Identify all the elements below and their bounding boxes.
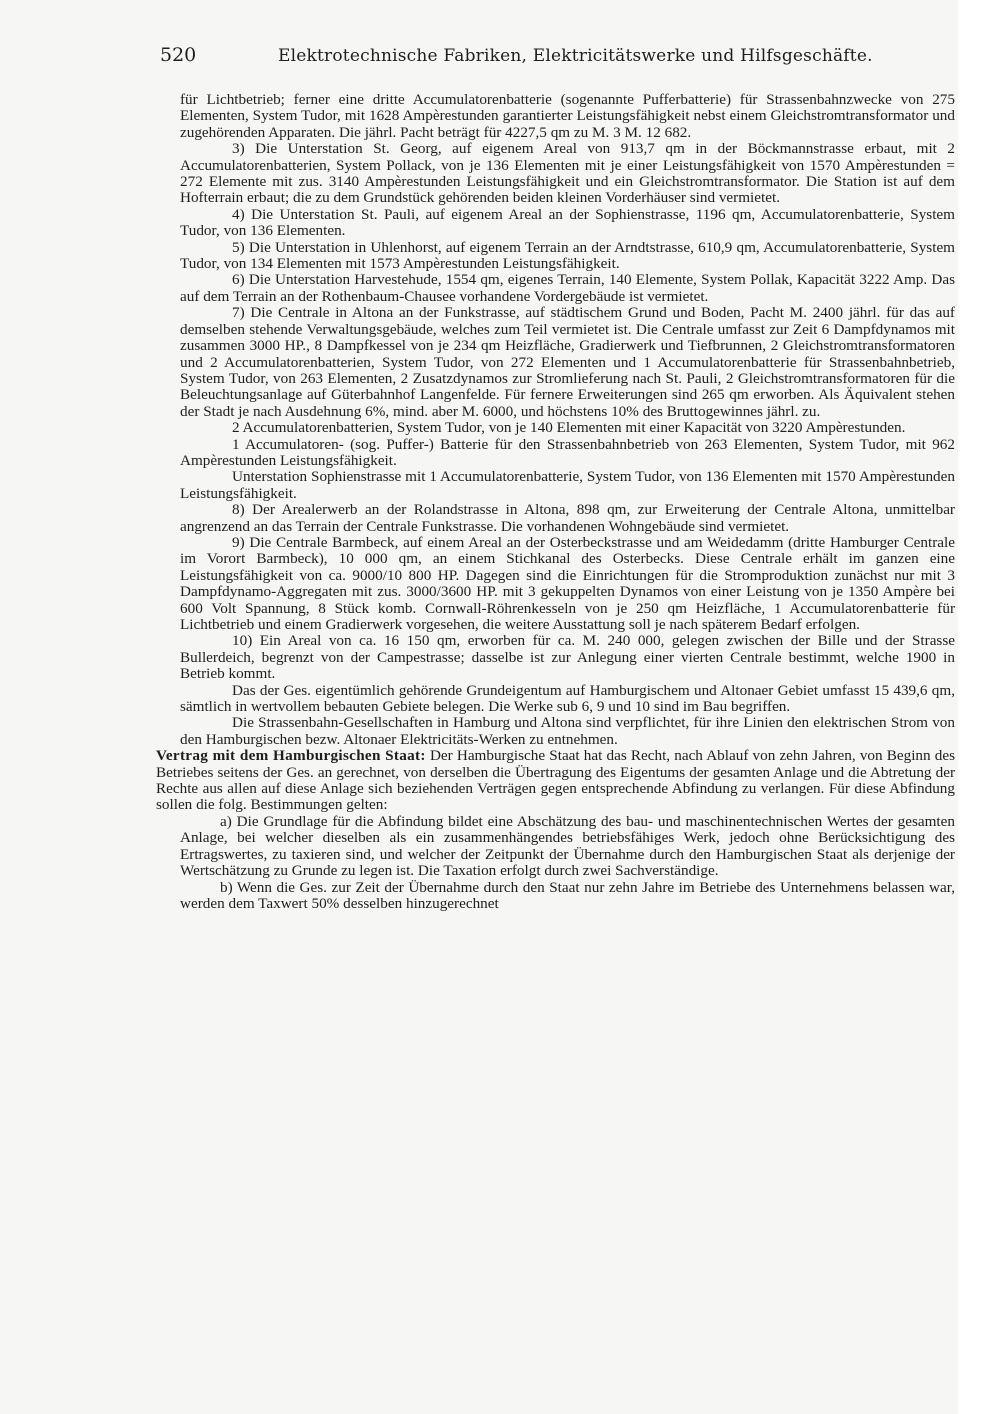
paragraph: 5) Die Unterstation in Uhlenhorst, auf eigenem Terrain an der Arndtstrasse, 610,9 qm, Accumulatorenbatterie, System Tudor, von 134 Elementen mit 1573 Ampèrestunden Leistungsfähigkeit. <box>180 238 955 273</box>
contract-text: Der Hamburgische Staat hat das Recht, nach Ablauf von zehn Jahren, von Beginn des Betriebes seitens der Ges. an gerechnet, von derselben die Übertragung des Eigentums der gesamten Anlage und die Abtretung der Rechte aus allen auf diese Anlage sich beziehenden Verträgen gegen entsprechende Abfindung zu verlangen. Für diese Abfindung sollen die folg. Bestimmungen gelten: <box>156 747 956 814</box>
paragraph: 9) Die Centrale Barmbeck, auf einem Areal an der Osterbeckstrasse und am Weidedamm (dritte Hamburger Centrale im Vorort Barmbeck), 10 000 qm, an einem Stichkanal des Osterbecks. Diese Centrale erhält im ganzen eine Leistungsfähigkeit von ca. 9000/10 800 HP. Dagegen sind die Einrichtungen für die Stromproduktion zunächst nur mit 3 Dampfdynamo-Aggregaten mit zus. 3000/3600 HP. mit 3 gekuppelten Dynamos von einer Leistung von je 1350 Ampère bei 600 Volt Spannung, 8 Stück komb. Cornwall-Röhrenkesseln von je 250 qm Heizfläche, 1 Accumulatorenbatterie für Lichtbetrieb und einem Gradierwerk vorgesehen, die weitere Ausstattung soll je nach späterem Bedarf erfolgen. <box>180 533 955 633</box>
paragraph: 6) Die Unterstation Harvestehude, 1554 qm, eigenes Terrain, 140 Elemente, System Pollak, Kapacität 3222 Amp. Das auf dem Terrain an der Rothenbaum-Chausee vorhandene Vordergebäude ist vermietet. <box>180 271 955 305</box>
running-title: Elektrotechnische Fabriken, Elektricitätswerke und Hilfsgeschäfte. <box>278 46 873 66</box>
paragraph: 2 Accumulatorenbatterien, System Tudor, von je 140 Elementen mit einer Kapacität von 3220 Ampèrestunden. <box>232 419 906 437</box>
paragraph: Unterstation Sophienstrasse mit 1 Accumulatorenbatterie, System Tudor, von 136 Elementen mit 1570 Ampèrestunden Leistungsfähigkeit. <box>180 468 955 502</box>
page-body <box>156 91 956 912</box>
paragraph: 4) Die Unterstation St. Pauli, auf eigenem Areal an der Sophienstrasse, 1196 qm, Accumulatorenbatterie, System Tudor, von 136 Elementen. <box>180 205 955 240</box>
contract-item: b) Wenn die Ges. zur Zeit der Übernahme durch den Staat nur zehn Jahre im Betriebe des Unternehmens belassen war, werden dem Taxwert 50% desselben hinzugerechnet <box>180 878 955 912</box>
contract-section <box>156 748 955 814</box>
page-margin-edge <box>958 0 1000 1414</box>
contract-item: a) Die Grundlage für die Abfindung bildet eine Abschätzung des bau- und maschinentechnischen Wertes der gesamten Anlage, bei welcher dieselben als ein zusammenhängendes betriebsfähiges Werk, jedoch ohne Berücksichtigung des Ertragswertes, zu taxieren sind, und welcher der Zeitpunkt der Übernahme durch den Hamburgischen Staat als derjenige der Wertschätzung zu Grunde zu legen ist. Die Taxation erfolgt durch zwei Sachverständige. <box>180 812 955 880</box>
paragraph: für Lichtbetrieb; ferner eine dritte Accumulatorenbatterie (sogenannte Pufferbatterie) für Strassenbahnzwecke von 275 Elementen, System Tudor, mit 1628 Ampèrestunden garantierter Leistungsfähigkeit nebst einem Gleichstromtransformator und zugehörenden Apparaten. Die jährl. Pacht beträgt für 4227,5 qm zu M. 3 M. 12 682. <box>180 91 955 141</box>
paragraph: 7) Die Centrale in Altona an der Funkstrasse, auf städtischem Grund und Boden, Pacht M. 2400 jährl. für das auf demselben stehende Verwaltungsgebäude, welches zum Teil vermietet ist. Die Centrale umfasst zur Zeit 6 Dampfdynamos mit zusammen 3000 HP., 8 Dampfkessel von je 234 qm Heizfläche, Gradierwerk und Tiefbrunnen, 2 Gleichstromtransformatoren und 2 Accumulatorenbatterien, System Tudor, von 272 Elementen und 1 Accumulatorenbatterie für Strassenbahnbetrieb, System Tudor, von 263 Elementen, 2 Zusatzdynamos zur Stromlieferung nach St. Pauli, 2 Gleichstromtransformatoren für die Beleuchtungsanlage auf Güterbahnhof Langenfelde. Für fernere Erweiterungen sind 265 qm erworben. Als Äquivalent stehen der Stadt je nach Ausdehnung 6%, mind. aber M. 6000, und höchstens 10% des Bruttogewinnes jährl. zu. <box>180 304 955 420</box>
paragraph: 10) Ein Areal von ca. 16 150 qm, erworben für ca. M. 240 000, gelegen zwischen der Bille und der Strasse Bullerdeich, begrenzt von der Campestrasse; dasselbe ist zur Anlegung einer vierten Centrale bestimmt, welche 1900 in Betrieb kommt. <box>180 632 955 683</box>
paragraph: 8) Der Arealerwerb an der Rolandstrasse in Altona, 898 qm, zur Erweiterung der Centrale Altona, unmittelbar angrenzend an das Terrain der Centrale Funkstrasse. Die vorhandenen Wohngebäude sind vermietet. <box>180 501 955 535</box>
paragraph: 3) Die Unterstation St. Georg, auf eigenem Areal von 913,7 qm in der Böckmannstrasse erbaut, mit 2 Accumulatorenbatterien, System Pollack, von je 136 Elementen mit je einer Leistungsfähigkeit von 1570 Ampèrestunden = 272 Elemente mit zus. 3140 Ampèrestunden Leistungsfähigkeit und ein Gleichstromtransformator. Die Station ist auf dem Hofterrain erbaut; die zu dem Grundstück gehörenden beiden kleinen Vorderhäuser sind vermietet. <box>180 140 955 207</box>
page-number: 520 <box>160 44 197 66</box>
page-header <box>160 40 873 74</box>
contract-heading: Vertrag mit dem Hamburgischen Staat: <box>156 747 426 765</box>
paragraph: 1 Accumulatoren- (sog. Puffer-) Batterie für den Strassenbahnbetrieb von 263 Elementen, System Tudor, mit 962 Ampèrestunden Leistungsfähigkeit. <box>180 435 955 469</box>
paragraph: Das der Ges. eigentümlich gehörende Grundeigentum auf Hamburgischem und Altonaer Gebiet umfasst 15 439,6 qm, sämtlich in wertvollem bebauten Gebiete belegen. Die Werke sub 6, 9 und 10 sind im Bau begriffen. <box>180 681 955 716</box>
paragraph: Die Strassenbahn-Gesellschaften in Hamburg und Altona sind verpflichtet, für ihre Linien den elektrischen Strom von den Hamburgischen bezw. Altonaer Elektricitäts-Werken zu entnehmen. <box>180 714 955 748</box>
